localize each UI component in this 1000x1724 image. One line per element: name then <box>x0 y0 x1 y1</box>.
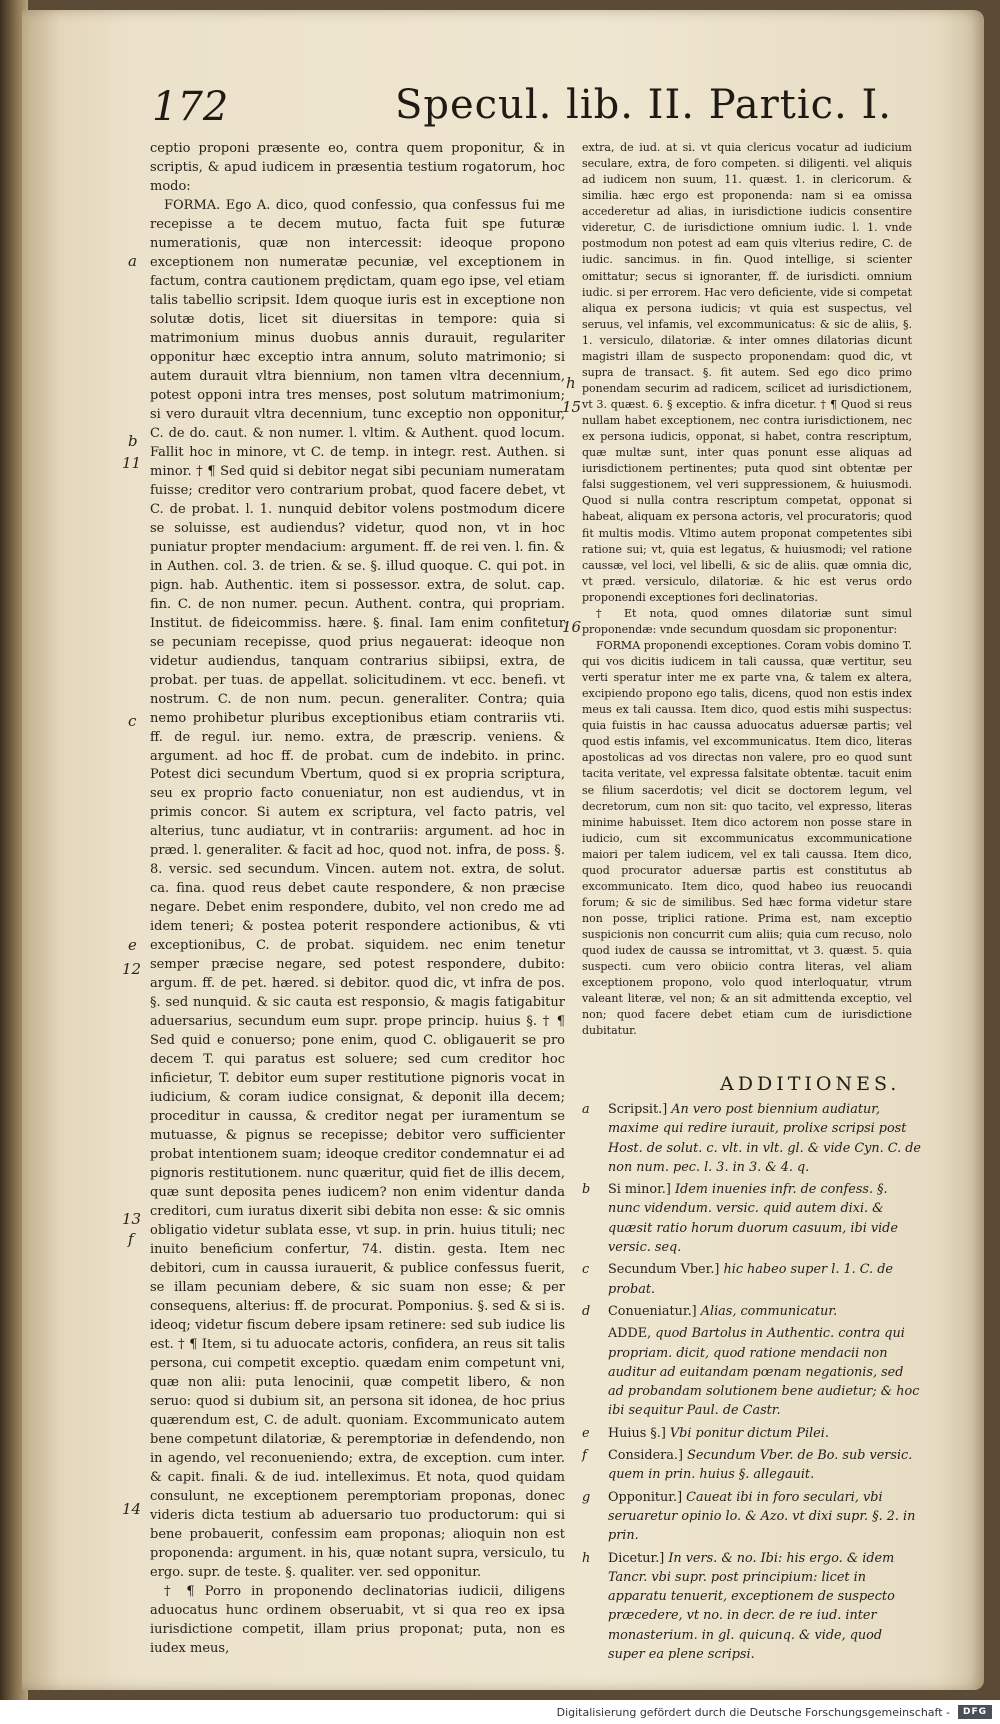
margin-marker: 14 <box>122 1500 142 1518</box>
note-letter: a <box>582 1102 590 1117</box>
right-paragraph-2: † Et nota, quod omnes dilatoriæ sunt simul proponendæ: vnde secundum quosdam sic proponentur: <box>582 606 912 636</box>
margin-marker: h <box>566 374 576 392</box>
note-gloss: hic habeo super l. 1. C. de probat. <box>608 1262 893 1297</box>
note-letter <box>582 1324 608 1420</box>
margin-marker: 12 <box>122 960 142 978</box>
note-lemma: Scripsit.] <box>608 1102 668 1117</box>
right-paragraph-1: extra, de iud. at si. vt quia clericus vocatur ad iudicium seculare, extra, de foro competen. si diligenti. vel aliquis ad iudicem non suum, 11. quæst. 1. in clericorum. & similia. hæc ergo est proponenda: nam si ea omissa accederetur ad alias, in iurisdictione iudicis consentire videretur, C. de iurisdictione omnium iudic. l. 1. vnde postmodum non potest ad eam quis vlterius redire, C. de iudic. sancimus. in fin. Quod intellige, si scienter omittatur; secus si ignoranter, ff. de iurisdicti. omnium iudic. si per errorem. Hac vero deficiente, vide si competat aliqua ex persona iudicis; vt quia est suspectus, vel seruus, vel infamis, vel excommunicatus: & sic de aliis, §. 1. versiculo, dilatoriæ. & inter omnes dilatorias dicunt magistri illam de suspecto proponendam: quod dic, vt supra de transact. §. fit autem. Sed ego dico primo ponendam securim ad radicem, scilicet ad iurisdictionem, vt 3. quæst. 6. § exceptio. & infra dicetur. † ¶ Quod si reus nullam habet exceptionem, nec contra iurisdictionem, nec ex persona iudicis, opponat, si habet, contra rescriptum, quæ multæ sunt, inter quas ponunt esse aliquas ad iurisdictionem pertinentes; puta quod sint obtentæ per falsi suggestionem, vel veri suppressionem, & huiusmodi. Quod si nulla contra rescriptum competat, opponat si habeat, aliquam ex persona actoris, vel procuratoris; quod fit multis modis. Vltimo autem proponat competentes sibi ratione sui; vt, quia est legatus, & huiusmodi; vel ratione caussæ, vel loci, vel libelli, & sic de aliis. quæ omnia dic, vt præd. versiculo, dilatoriæ. & hic est verus ordo proponendi exceptiones fori declinatorias. <box>582 141 912 604</box>
margin-marker: f <box>128 1230 134 1248</box>
margin-marker: 15 <box>562 398 582 416</box>
note-item <box>582 1180 922 1257</box>
note-letter: f <box>582 1448 587 1464</box>
note-letter: e <box>582 1425 590 1441</box>
note-letter: b <box>582 1182 591 1198</box>
note-lemma: ADDE, <box>608 1326 652 1342</box>
note-item <box>582 1260 922 1299</box>
additiones-notes <box>582 1100 922 1667</box>
margin-marker: 13 <box>122 1210 142 1228</box>
page-number: 172 <box>152 84 229 130</box>
note-gloss: Alias, communicatur. <box>700 1303 838 1319</box>
page-header <box>152 78 912 138</box>
margin-marker: a <box>128 252 137 270</box>
note-gloss: An vero post biennium audiatur, maxime qui redire iurauit, prolixe scripsi post Host. de solut. c. vlt. in vlt. gl. & vide Cyn. C. de non num. pec. l. 3. in 3. & 4. q. <box>608 1102 921 1175</box>
note-gloss: In vers. & no. Ibi: his ergo. & idem Tancr. vbi supr. post principium: licet in apparatu tenuerit, exceptionem de suspecto præcedere, vt no. in decr. de re iud. inter monasterium. in gl. quicunq. & vide, quod super ea plene scripsi. <box>608 1550 895 1663</box>
left-column <box>150 140 565 1659</box>
note-item <box>582 1324 922 1420</box>
note-lemma: Huius §.] <box>608 1425 666 1441</box>
margin-marker: b <box>128 432 138 450</box>
note-item <box>582 1446 922 1485</box>
running-title: Specul. lib. II. Partic. I. <box>394 82 892 128</box>
note-item <box>582 1424 922 1443</box>
note-letter: d <box>582 1303 591 1319</box>
dfg-logo: DFG <box>958 1705 992 1719</box>
left-paragraph-1: ceptio proponi præsente eo, contra quem proponitur, & in scriptis, & apud iudicem in præsentia testium rogatorum, hoc modo: <box>150 141 565 194</box>
left-paragraph-3: † ¶ Porro in proponendo declinatorias iudicii, diligens aduocatus hunc ordinem obseruabit, vt si qua reo ex ipsa iurisdictione competit, illam prius proponat; puta, non es iudex meus, <box>150 1583 565 1656</box>
margin-marker: e <box>128 936 137 954</box>
right-column <box>582 140 912 1040</box>
note-lemma: Opponitur.] <box>608 1489 683 1505</box>
note-item <box>582 1549 922 1665</box>
note-item <box>582 1302 922 1321</box>
note-letter: h <box>582 1550 591 1566</box>
note-lemma: Considera.] <box>608 1448 683 1464</box>
note-gloss: Secundum Vber. de Bo. sub versic. quem in prin. huius §. allegauit. <box>608 1448 913 1483</box>
margin-marker: c <box>128 712 137 730</box>
note-item <box>582 1488 922 1546</box>
note-gloss: Idem inuenies infr. de confess. §. nunc videndum. versic. quid autem dixi. & quæsit ratio horum duorum casuum, ibi vide versic. seq. <box>608 1182 898 1256</box>
margin-marker: 11 <box>122 454 142 472</box>
note-item <box>582 1100 922 1177</box>
left-paragraph-2: FORMA. Ego A. dico, quod confessio, qua confessus fui me recepisse a te decem mutuo, facta fuit spe futuræ numerationis, quæ non intercessit: ideoque propono exceptionem non numeratæ pecuniæ, vel exceptionem in factum, contra cautionem prędictam, quam ego ipse, vel etiam talis tabellio scripsit. Idem quoque iuris est in exceptione non solutæ dotis, licet sit diuersitas in tempore: quia si matrimonium minus duobus annis durauit, regulariter opponitur hæc exceptio intra annum, soluto matrimonio; si autem durauit vltra biennium, non tamen vltra decennium, potest opponi intra tres menses, post solutum matrimonium; si vero durauit vltra decennium, tunc exceptio non opponitur, C. de do. caut. & non numer. l. vltim. & Authent. quod locum. Fallit hoc in minore, vt C. de temp. in integr. rest. Authen. si minor. † ¶ Sed quid si debitor negat sibi pecuniam numeratam fuisse; creditor vero contrarium probat, quod facere debet, vt C. de probat. l. 1. nunquid debitor volens postmodum dicere se soluisse, est audiendus? videtur, quod non, vt in hoc puniatur propter mendacium: argument. ff. de rei ven. l. fin. & in Authen. col. 3. de trien. & se. §. illud quoque. C. qui pot. in pign. hab. Authentic. item si possessor. extra, de solut. cap. fin. C. de non numer. pecun. Authent. contra, qui propriam. Institut. de fideicommiss. hære. §. final. Iam enim confitetur se pecuniam recepisse, quod prius negauerat: ideoque non videtur audiendus, tanquam contrarius sibiipsi, extra, de probat. per tuas. de appellat. solicitudinem. vt ecc. benefi. vt nostrum. C. de non num. pecun. generaliter. Contra; quia nemo prohibetur pluribus exceptionibus etiam contrariis vti. ff. de regul. iur. nemo. extra, de præscrip. veniens. & argument. ad hoc ff. de probat. cum de indebito. in princ. Potest dici secundum Vbertum, quod si ex propria scriptura, seu ex proprio facto conueniatur, non est audiendus, vt in primis concor. Si autem ex scriptura, vel facto patris, vel alterius, tunc audiatur, vt in contrariis: argument. ad hoc in præd. l. generaliter. & facit ad hoc, quod not. infra, de poss. §. 8. versic. sed secundum. Vincen. autem not. extra, de solut. ca. fina. quod reus debet caute respondere, & non præcise negare. Debet enim respondere, dubito, vel non credo me ad idem teneri; & postea poterit respondere actionibus, & vti exceptionibus, C. de probat. siquidem. nec enim tenetur semper præcise negare, sed potest respondere, dubito: argum. ff. de pet. hæred. si debitor. quod dic, vt infra de pos. §. sed nunquid. & sic cauta est responsio, & magis fatigabitur aduersarius, secundum eum supr. prope princip. huius §. † ¶ Sed quid e conuerso; pone enim, quod C. obligauerit se pro decem T. qui paratus est soluere; sed cum creditor hoc inficietur, T. debitor eum super restitutione pignoris vocat in iudicium, & coram iudice consignat, & deponit illa decem; proceditur in caussa, & creditor negat per iuramentum se mutuasse, & pignus se recepisse; debitor vero sufficienter probat intentionem suam; ideoque creditor condemnatur ei ad pignoris restitutionem. nunc quæritur, quid fiet de illis decem, quæ sunt deposita penes iudicem? non enim videntur danda creditori, cum iuratus dixerit sibi debita non esse: & sic omnis obligatio videtur sublata esse, vt sup. in prin. huius tituli; nec inuito beneficium confertur, 74. distin. gesta. Item nec debitori, cum in caussa iurauerit, & publice confessus fuerit, se illam pecuniam debere, & sic suam non esse; & per consequens, alterius: ff. de procurat. Pomponius. §. sed & si is. ideoq; videtur fiscum debere ipsam retinere: sed sub iudice lis est. † ¶ Item, si tu aduocate actoris, confidera, an reus sit talis persona, cui competit exceptio. quædam enim competunt vni, quæ non alii: puta lenocinii, quæ competit libero, & non seruo: quod si dubium sit, an persona sit idonea, de hoc prius quærendum est, C. de adult. quoniam. Excommunicato autem bene competunt dilatoriæ, & peremptoriæ in defendendo, non in agendo, vel reconueniendo; extra, de exception. cum inter. & capit. finali. & de iud. intelleximus. Et nota, quod quidam consulunt, ne exceptionem peremptoriam proponas, donec videris dicta testium ab aduersario tuo productorum: qui si bene probauerit, confessim eam proponas; alioquin non est proponenda: argument. in his, quæ notant supra, versiculo, tu ergo. supr. de teste. §. qualiter. ver. sed opponitur. <box>150 197 565 1580</box>
note-gloss: Vbi ponitur dictum Pilei. <box>669 1425 829 1441</box>
note-lemma: Si minor.] <box>608 1182 671 1198</box>
margin-marker: 16 <box>562 618 582 636</box>
note-lemma: Conueniatur.] <box>608 1303 697 1319</box>
right-paragraph-3: FORMA proponendi exceptiones. Coram vobis domino T. qui vos dicitis iudicem in tali caussa, quæ vertitur, seu verti speratur inter me ex parte vna, & talem ex altera, excipiendo propono ego talis, dicens, quod non estis index meus ex tali caussa. Item dico, quod estis mihi suspectus: quia fuistis in hac caussa aduocatus aduersæ partis; vel quod estis infamis, vel excommunicatus. Item dico, literas apostolicas ad vos directas non valere, pro eo quod sunt tacita veritate, vel expressa falsitate obtentæ. tacuit enim se filium sacerdotis; vel dicit se doctorem legum, vel decretorum, cum non sit: quo tacito, vel expresso, literas minime habuisset. Item dico actorem non posse stare in iudicio, cum sit excommunicatus excommunicatione maiori per talem iudicem, vel ex tali caussa. Item dico, quod procurator aduersæ partis est constitutus ab excommunicato. Item dico, quod habeo ius reuocandi forum; & sic de similibus. Sed hæc forma videtur stare non posse, triplici ratione. Prima est, nam exceptio suspicionis non concurrit cum aliis; quia cum recuso, nolo quod iudex de caussa se intromittat, vt 3. quæst. 5. quia suspecti. cum vero obiicio contra literas, vel aliam exceptionem propono, volo quod interloquatur, vtrum valeant literæ, vel non; & an sit admittenda exceptio, vel non; quod facere debet etiam cum de iurisdictione dubitatur. <box>582 638 912 1038</box>
digitization-footer <box>0 1700 1000 1724</box>
note-gloss: Caueat ibi in foro seculari, vbi seruaretur opinio lo. & Azo. vt dixi supr. §. 2. in prin. <box>608 1489 916 1544</box>
note-lemma: Secundum Vber.] <box>608 1262 720 1278</box>
note-gloss: quod Bartolus in Authentic. contra qui propriam. dicit, quod ratione mendacii non auditur ad euitandam pœnam negationis, sed ad probandam solutionem bene audietur; & hoc ibi sequitur Paul. de Castr. <box>608 1326 920 1419</box>
additiones-heading: ADDITIONES. <box>720 1073 901 1095</box>
note-lemma: Dicetur.] <box>608 1550 665 1566</box>
note-letter: g <box>582 1489 591 1505</box>
footer-credit: Digitalisierung gefördert durch die Deutsche Forschungsgemeinschaft - <box>556 1705 950 1719</box>
note-letter: c <box>582 1262 590 1278</box>
